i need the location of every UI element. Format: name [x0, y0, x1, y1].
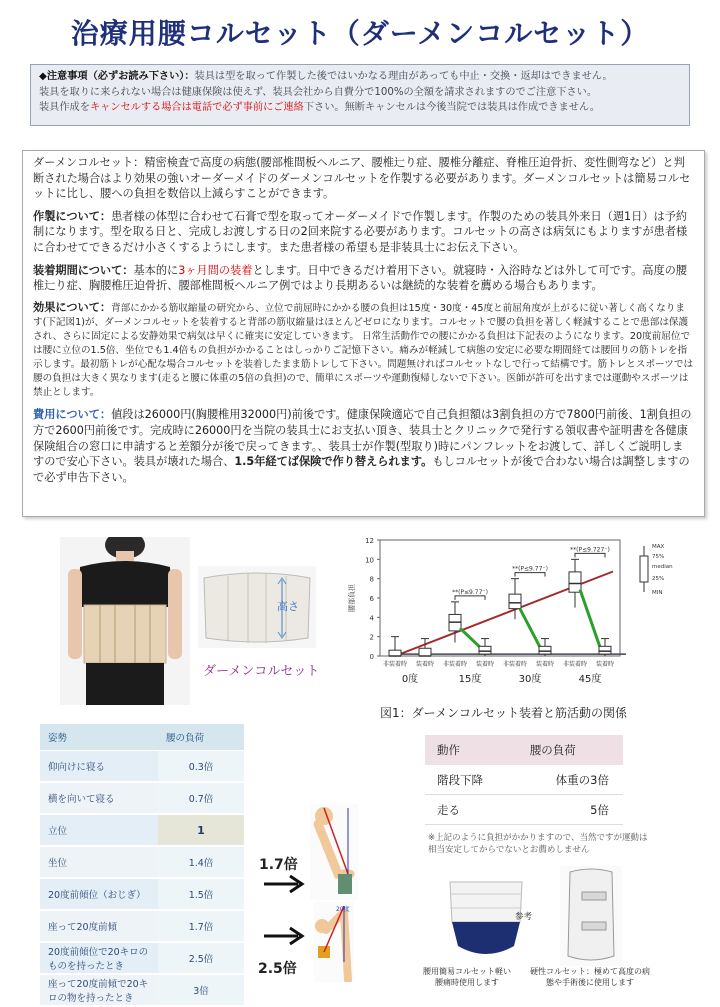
production-text: 患者様の体型に合わせて石膏で型を取ってオーダーメイドで作製します。作製のための装具外来日（週1日）は予約制になります。型を取る日と、完成しお渡しする日の2回来院する必要があります。コルセットの高さは病気にもよりますが患者様に合わせてできるだけ小さくするようにします。また患者様の希望も是非装具士にお伝え下さい。	[33, 209, 688, 254]
legend-label: MAX	[652, 544, 665, 550]
box-label: 装着時	[475, 661, 495, 668]
table1-row	[40, 910, 244, 942]
box-label: 装着時	[535, 661, 555, 668]
table2-note: ※上記のように負担がかかりますので、当然ですが運動は相当安定してからでないとお薦めしません	[428, 833, 648, 855]
box-label: 装着時	[415, 661, 435, 668]
arrow-upper-icon	[260, 872, 310, 896]
boxplot-chart	[340, 532, 680, 704]
paragraph-production	[33, 209, 694, 256]
person-corset-photo	[60, 537, 190, 705]
table1-load-cell: 1.7倍	[158, 910, 244, 942]
paragraph-cost	[33, 407, 694, 485]
notice-box	[30, 64, 690, 126]
significance-label: **(P≤9.77⁻)	[512, 565, 548, 573]
table1-posture-cell: 横を向いて寝る	[40, 782, 158, 814]
table1-posture-cell: 20度前傾位で20キロのものを持ったとき	[40, 942, 158, 974]
table2-load-cell: 5倍	[518, 795, 623, 825]
table1-load-cell: 1.5倍	[158, 878, 244, 910]
table1-row	[40, 942, 244, 974]
table1-header-load: 腰の負荷	[158, 724, 244, 751]
y-tick-label: 6	[369, 595, 374, 603]
legend-box	[640, 556, 648, 582]
table1-row	[40, 974, 244, 1006]
box	[539, 646, 551, 654]
legend-label: 25%	[652, 576, 665, 582]
table1-posture-cell: 座って20度前傾で20キロの物を持ったとき	[40, 974, 158, 1006]
notice-line1: 装具は型を取って作製した後ではいかなる理由があっても中止・交換・返却はできません。	[194, 71, 613, 82]
figure-label-upper: 1.7倍	[259, 857, 298, 873]
cost-bold: 1.5年経てば保険で作り替えられます。	[234, 455, 433, 469]
paragraph-intro: ダーメンコルセット：精密検査で高度の病態(腰部椎間板ヘルニア、腰椎辷り症、腰椎分離症、脊椎圧迫骨折、変性側弯など）と判断された場合はより効果の強いオーダーメイドのダーメンコルセットを作製する必要があります。ダーメンコルセットは簡易コルセットに比し、腰への負担を数倍以上減らすことができます。	[33, 156, 691, 201]
table1-posture-cell: 坐位	[40, 846, 158, 878]
notice-heading: ◆注意事項（必ずお読み下さい）：	[39, 71, 195, 82]
group-label: 15度	[458, 674, 482, 685]
table1-row	[40, 878, 244, 910]
significance-label: **(P≤9.77⁻)	[452, 588, 488, 596]
table1-header-posture: 姿勢	[40, 724, 158, 751]
table1-row	[40, 782, 244, 814]
group-label: 45度	[578, 674, 602, 685]
box-label: 非装着時	[502, 661, 528, 668]
box-label: 非装着時	[562, 661, 588, 668]
notice-line3-post: 下さい。無断キャンセルは今後当院では装具は作成できません。	[303, 102, 600, 113]
table2-header-action: 動作	[425, 735, 518, 765]
effect-text: 背部にかかる筋収縮量の研究から、立位で前屈時にかかる腰の負担は15度・30度・45度と前屈角度が上がるに従い著しく高くなります(下記図1)が、ダーメンコルセットを装着すると背部の筋収縮量はほとんどゼロになります。コルセットで腰の負担を著しく軽減することで患部は保護され、さらに固定による安静効果で病気は早くに確実に安定していきます。 日常生活動作での腰にかかる負担は下記表のようになります。20度前屈位では腰に立位の1.5倍、坐位でも1.4倍もの負担がかかることはしっかりご記憶下さい。痛みが軽減して病態の安定に必要な期間経ては腰回りの筋トレを指示します。最初筋トレが心配な場合コルセットを装着したまま筋トレして下さい。問題無ければコルセットなしで行って結構です。筋トレとスポーツでは腰の負担は大きく異なります(走ると腰に体重の5倍の負担)ので、簡単にスポーツや運動復帰しないで下さい。医師が許可を出すまでは運動やスポーツは禁止とします。	[33, 302, 694, 399]
table1-posture-cell: 20度前傾位（おじぎ）	[40, 878, 158, 910]
table1-posture-cell: 立位	[40, 814, 158, 846]
table1-load-cell: 2.5倍	[158, 942, 244, 974]
table1-row	[40, 846, 244, 878]
table1-load-cell: 0.7倍	[158, 782, 244, 814]
rigid-corset-photo	[560, 866, 622, 966]
legend-label: MIN	[652, 590, 663, 596]
legend-label: 75%	[652, 554, 665, 560]
corset-label: ダーメンコルセット	[203, 664, 320, 679]
period-duration: 3ヶ月間の装着	[178, 263, 253, 277]
table2-row	[425, 795, 623, 825]
table1-row	[40, 751, 244, 783]
height-label: 高さ	[277, 600, 299, 613]
table2-header-load: 腰の負荷	[518, 735, 623, 765]
rigid-corset-caption: 硬性コルセット：極めて高度の病態や手術後に使用します	[530, 967, 650, 987]
table1-load-cell: 1.4倍	[158, 846, 244, 878]
notice-line3-pre: 装具作成を	[39, 102, 90, 113]
explanation-box	[22, 150, 705, 517]
angle-label: 20度	[336, 906, 350, 913]
cost-post: もしコルセットが後で合わない場合は調整しますので必ず申告下さい。	[33, 455, 690, 484]
posture-load-table	[40, 724, 244, 1007]
box-label: 非装着時	[382, 661, 408, 668]
cost-pre: 値段は26000円(胸腰椎用32000円)前後です。健康保険適応で自己負担額は3割負担の方で7800円前後、1割負担の方で2600円前後です。完成時に26000円を当院の装具士にお支払い頂き、装具士とクリニックで発行する領収書や証明書を各健康保険組合の窓口に申請すると差額分が後で戻ってきます。、装具士が作製(型取り)時にパンフレットをお渡して、詳しくご説明しますので安心下さい。装具が壊れた場合、	[33, 408, 692, 469]
table1-load-cell: 0.3倍	[158, 751, 244, 783]
table2-action-cell: 階段下降	[425, 765, 518, 795]
production-heading: 作製について：	[33, 209, 112, 223]
table2-row	[425, 765, 623, 795]
box	[389, 650, 401, 656]
table1-posture-cell: 仰向けに寝る	[40, 751, 158, 783]
y-axis-label: 腰部負担	[348, 584, 356, 612]
table2-load-cell: 体重の3倍	[518, 765, 623, 795]
box	[569, 572, 581, 592]
box-label: 非装着時	[442, 661, 468, 668]
table1-row	[40, 814, 244, 846]
legend-label: median	[652, 564, 673, 570]
y-tick-label: 2	[369, 633, 374, 642]
paragraph-effect	[33, 301, 694, 401]
group-label: 30度	[518, 674, 542, 685]
period-heading: 装着期間について：	[33, 263, 134, 277]
y-tick-label: 4	[369, 614, 374, 623]
box	[479, 646, 491, 654]
significance-label: **(P≤9.727⁻)	[570, 546, 610, 554]
group-label: 0度	[401, 674, 419, 685]
period-post: とします。日中できるだけ着用下さい。就寝時・入浴時などは外して可です。高度の腰椎辷り症、胸腰椎圧迫骨折、腰部椎間板ヘルニア例ではより長期あるいは継続的な装着を薦める場合もあります。	[33, 263, 688, 293]
sitting-posture-figure	[310, 804, 358, 900]
box	[509, 594, 521, 608]
paragraph-period	[33, 263, 694, 294]
table1-load-cell: 3倍	[158, 974, 244, 1006]
table2-action-cell: 走る	[425, 795, 518, 825]
page-title: 治療用腰コルセット（ダーメンコルセット）	[70, 17, 650, 50]
reference-label: 参考	[515, 912, 533, 922]
y-tick-label: 10	[365, 556, 374, 565]
period-pre: 基本的に	[133, 263, 179, 277]
lifting-posture-figure	[314, 902, 354, 982]
y-tick-label: 0	[369, 653, 374, 661]
activity-load-table	[425, 735, 623, 825]
table1-posture-cell: 座って20度前傾	[40, 910, 158, 942]
notice-line2: 装具を取りに来られない場合は健康保険は使えず、装具会社から自費分で100%の全額を請求されますのでご注意下さい。	[39, 86, 598, 98]
simple-corset-caption: 腰用簡易コルセット軽い腰痛時使用します	[423, 967, 511, 987]
box	[419, 648, 431, 656]
cost-heading: 費用について：	[33, 408, 112, 422]
effect-heading: 効果について：	[33, 300, 112, 314]
figure-label-lower: 2.5倍	[258, 961, 297, 977]
chart-caption: 図1：ダーメンコルセット装着と筋活動の関係	[380, 706, 628, 720]
notice-line3-red: キャンセルする場合は電話で必ず事前にご連絡	[89, 102, 304, 113]
box	[599, 646, 611, 654]
box-label: 装着時	[595, 661, 615, 668]
arrow-lower-icon	[260, 924, 310, 948]
y-tick-label: 8	[369, 575, 374, 584]
y-tick-label: 12	[365, 537, 374, 545]
table1-load-cell: 1	[158, 814, 244, 846]
